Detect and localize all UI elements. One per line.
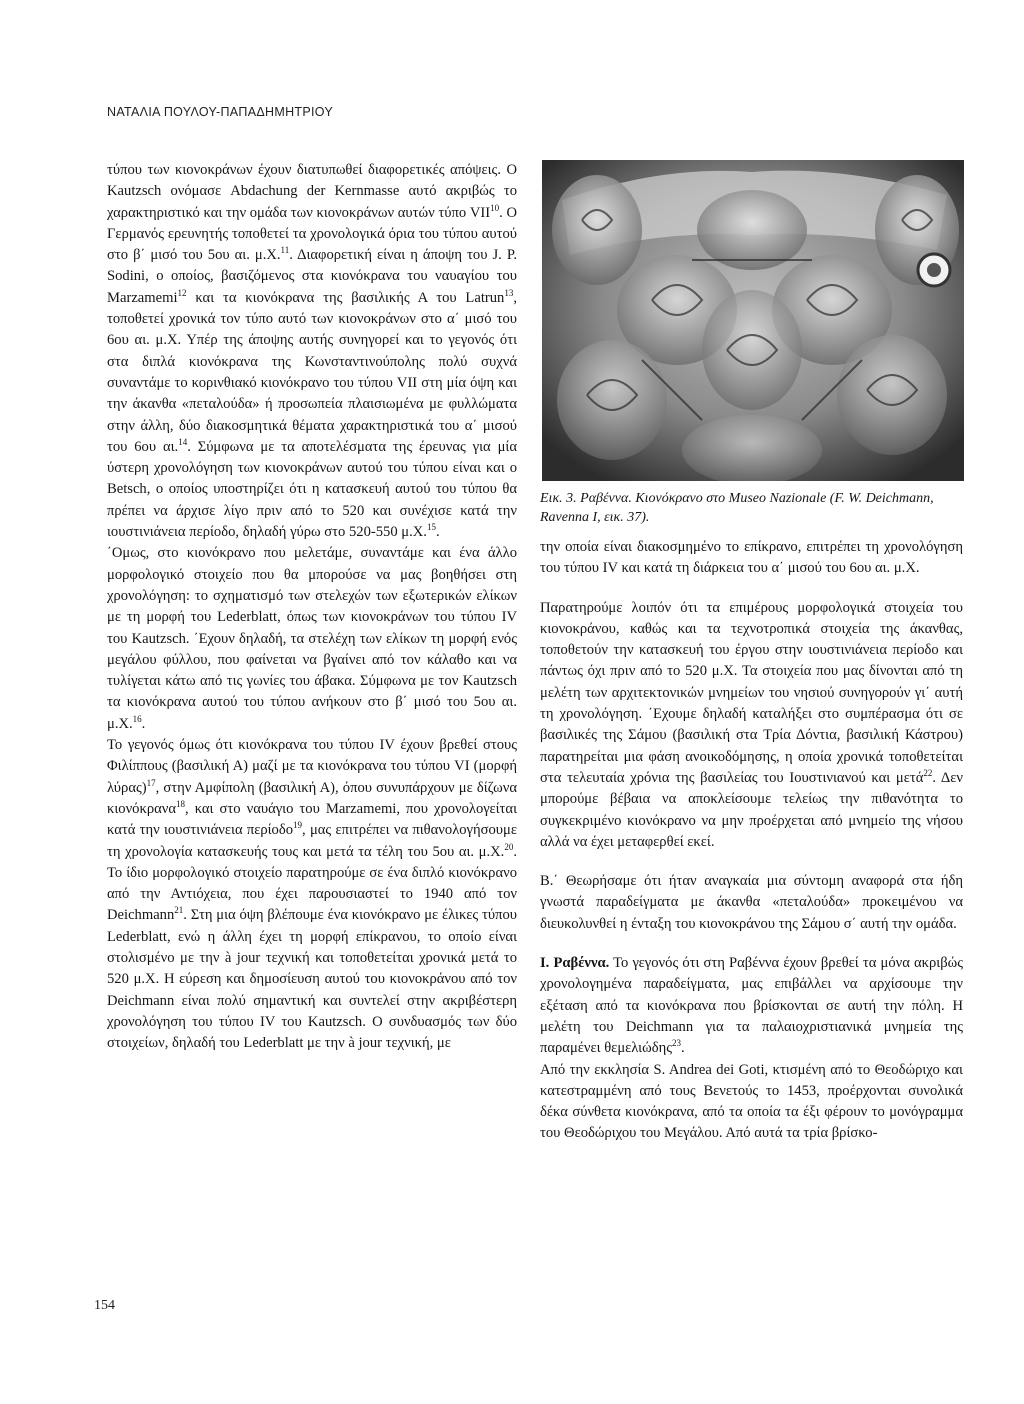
text-run: . Το ίδιο μορφολογικό στοιχείο παρατηρούμε σε ένα διπλό κιονόκρανο από την Αντιόχεια, που έχει παρουσιαστεί το 1940 από τον Deichmann xyxy=(107,843,517,924)
left-column xyxy=(107,160,517,1054)
footnote-ref: 19 xyxy=(293,820,303,831)
paragraph xyxy=(540,1060,963,1145)
footnote-ref: 20 xyxy=(504,841,514,852)
text-run: . Ο Γερμανός ερευνητής τοποθετεί τα χρονολογικά όρια του τύπου αυτού στο β΄ μισό του 5ου αι. μ.Χ. xyxy=(107,204,517,264)
text-run: , τοποθετεί χρονικά τον τύπο αυτό των κιονοκράνων στο α΄ μισό του 6ου αι. μ.Χ. Υπέρ της άποψης αυτής συνηγορεί και το γεγονός ότι στα διπλά κιονόκρανα της Κωνσταντινούπολης πολύ συχνά συναντάμε το κορινθιακό κιονόκρανο του τύπου VII στη μία όψη και την άκανθα «πεταλούδα» ή προσωπεία πλαισιωμένα με φυλλώματα στην άλλη, δύο διακοσμητικά θέματα χαρακτηριστικά του α΄ μισού του 6ου αι. xyxy=(107,289,517,455)
text-run: Από την εκκλησία S. Andrea dei Goti, κτισμένη από το Θεοδώριχο και κατεστραμμένη από τους Βενετούς το 1453, προέρχονται συνολικά δέκα σύνθετα κιονόκρανα, από τα οποία τα έξι φέρουν το μονόγραμμα του Θεοδώριχου του Μεγάλου. Από αυτά τα τρία βρίσκο- xyxy=(540,1061,963,1142)
footnote-ref: 11 xyxy=(280,245,290,256)
footnote-ref: 17 xyxy=(146,777,156,788)
section-heading: I. Ραβέννα. xyxy=(540,955,610,972)
paragraph xyxy=(107,543,517,735)
text-run: και τα κιονόκρανα της βασιλικής Α του Latrun xyxy=(186,289,505,306)
paragraph xyxy=(540,537,963,580)
text-run: . xyxy=(681,1040,685,1057)
page-number: 154 xyxy=(94,1298,115,1313)
paragraph xyxy=(540,598,963,854)
capital-photograph-drawing xyxy=(542,160,964,481)
footnote-ref: 13 xyxy=(504,287,514,298)
right-column xyxy=(540,537,963,1145)
text-run: Β.΄ Θεωρήσαμε ότι ήταν αναγκαία μια σύντομη αναφορά στα ήδη γνωστά παραδείγματα με άκανθα «πεταλούδα» προκειμένου να διευκολυνθεί η ένταξη του κιονοκράνου της Σάμου σ΄ αυτή την ομάδα. xyxy=(540,873,963,932)
text-run: ΄Ομως, στο κιονόκρανο που μελετάμε, συναντάμε και ένα άλλο μορφολογικό στοιχείο που θα μπορούσε να μας βοηθήσει στη χρονολόγηση: το σχηματισμό των στελεχών των εξωτερικών ελίκων με τη μορφή του Lederblatt, όπως των κιονοκράνων του τύπου IV του Kautzsch. ΄Εχουν δηλαδή, τα στελέχη των ελίκων τη μορφή ενός μεγάλου φύλλου, που φαίνεται να βγαίνει από τον κάλαθο και να τυλίγεται κάτω από τις γωνίες του άβακα. Σύμφωνα με τον Kautzsch τα κιονόκρανα αυτού του τύπου ανήκουν στο β΄ μισό του 5ου αι. μ.Χ. xyxy=(107,545,517,732)
figure-caption: Εικ. 3. Ραβέννα. Κιονόκρανο στο Museo Nazionale (F. W. Deichmann, Ravenna I, εικ. 37). xyxy=(540,491,934,525)
text-run: , στην Αμφίπολη (βασιλική Α), όπου συνυπάρχουν με δίζωνα κιονόκρανα xyxy=(107,779,517,817)
text-run: . Σύμφωνα με τα αποτελέσματα της έρευνας για μία ύστερη χρονολόγηση των κιονοκράνων αυτού του τύπου είναι και ο Betsch, ο οποίος υποστηρίζει ότι η κατασκευή αυτού του τύπου θα πρέπει να άρχισε λίγο πριν από το 520 και συνέχισε κατά την ιουστινιάνεια περίοδο, δηλαδή γύρω στο 520-550 μ.Χ. xyxy=(107,438,517,541)
paragraph xyxy=(540,953,963,1059)
paragraph xyxy=(540,871,963,935)
footnote-ref: 22 xyxy=(923,768,933,779)
paragraph xyxy=(107,160,517,543)
text-run: . Δεν μπορούμε βέβαια να αποκλείσουμε τελείως την πιθανότητα το συγκεκριμένο κιονόκρανο να μην προέρχεται από μνημείο της νήσου αλλά να έχει μεταφερθεί εκεί. xyxy=(540,769,963,850)
text-run: . xyxy=(141,715,146,732)
footnote-ref: 21 xyxy=(174,905,184,916)
text-run: την οποία είναι διακοσμημένο το επίκρανο, επιτρέπει τη χρονολόγηση του τύπου IV και κατά τη διάρκεια του α΄ μισού του 6ου αι. μ.Χ. xyxy=(540,539,963,577)
footnote-ref: 16 xyxy=(132,713,142,724)
footnote-ref: 14 xyxy=(178,437,188,447)
text-run: , μας επιτρέπει να πιθανολογήσουμε τη χρονολογία κατασκευής τους και μετά τα τέλη του 5ου αι. μ.Χ. xyxy=(107,822,517,860)
paragraph xyxy=(107,735,517,1054)
footnote-ref: 23 xyxy=(672,1038,681,1049)
footnote-ref: 15 xyxy=(426,522,436,533)
text-run: . Στη μια όψη βλέπουμε ένα κιονόκρανο με έλικες τύπου Lederblatt, ενώ η άλλη έχει τη μορφή επίκρανου, το οποίο είναι στολισμένο με την à jour τεχνική και τοποθετείται χρονικά μετά το 520 μ.Χ. Η εύρεση και δημοσίευση αυτού του κιονοκράνου από τον Deichmann είναι πολύ σημαντική και συντελεί στην ακριβέστερη χρονολόγηση του τύπου IV του Kautzsch. Ο συνδυασμός των δύο στοιχείων, δηλαδή του Lederblatt με την à jour τεχνική, με xyxy=(107,907,517,1052)
running-head: ΝΑΤΑΛΙΑ ΠΟΥΛΟΥ-ΠΑΠΑΔΗΜΗΤΡΙΟΥ xyxy=(107,105,334,119)
footnote-ref: 10 xyxy=(490,202,500,213)
text-run: . xyxy=(435,524,440,541)
text-run: Το γεγονός όμως ότι κιονόκρανα του τύπου IV έχουν βρεθεί στους Φιλίππους (βασιλική Α) μαζί με τα κιονόκρανα του τύπου VI (μορφή λύρας) xyxy=(107,737,517,796)
text-run: . Διαφορετική είναι η άποψη του J. P. Sodini, ο οποίος, βασιζόμενος στα κιονόκρανα του ναυαγίου του Marzamemi xyxy=(107,247,517,306)
capital-photograph xyxy=(542,160,964,481)
footnote-ref: 12 xyxy=(177,287,187,298)
text-run: Παρατηρούμε λοιπόν ότι τα επιμέρους μορφολογικά στοιχεία του κιονοκράνου, καθώς και τα τεχνοτροπικά στοιχεία της άκανθας, τοποθετούν την κατασκευή του έργου στην ιουστινιάνεια περίοδο και πάντως όχι πριν από το 520 μ.Χ. Τα στοιχεία που μας δίνονται από τη μελέτη των αρχιτεκτονικών μνημείων του νησιού συνηγορούν γι΄ αυτή τη χρονολόγηση. ΄Εχουμε δηλαδή καταλήξει στο συμπέρασμα ότι σε βασιλικές της Σάμου (βασιλική στα Τρία Δόντια, βασιλική Κάστρου) παρατηρείται μια φάση ανοικοδόμησης, η οποία χρονικά τοποθετείται στα τελευταία χρόνια της βασιλείας του Ιουστινιανού και μετά xyxy=(540,599,963,786)
text-run: τύπου των κιονοκράνων έχουν διατυπωθεί διαφορετικές απόψεις. Ο Kautzsch ονόμασε Abdachung der Kernmasse αυτό ακριβώς το χαρακτηριστικό και την ομάδα των κιονοκράνων αυτών τύπο VII xyxy=(107,162,517,221)
footnote-ref: 18 xyxy=(176,799,185,810)
text-run: , και στο ναυάγιο του Marzamemi, που χρονολογείται κατά την ιουστινιάνεια περίοδο xyxy=(107,800,517,839)
text-run: Το γεγονός ότι στη Ραβέννα έχουν βρεθεί τα μόνα ακριβώς χρονολογημένα παραδείγματα, μας επιβάλλει να αρχίσουμε την εξέταση από τα κιονόκρανα που βρίσκονται σε αυτή την πόλη. Η μελέτη του Deichmann για τα παλαιοχριστιανικά μνημεία της παραμένει θεμελιώδης xyxy=(540,955,964,1057)
